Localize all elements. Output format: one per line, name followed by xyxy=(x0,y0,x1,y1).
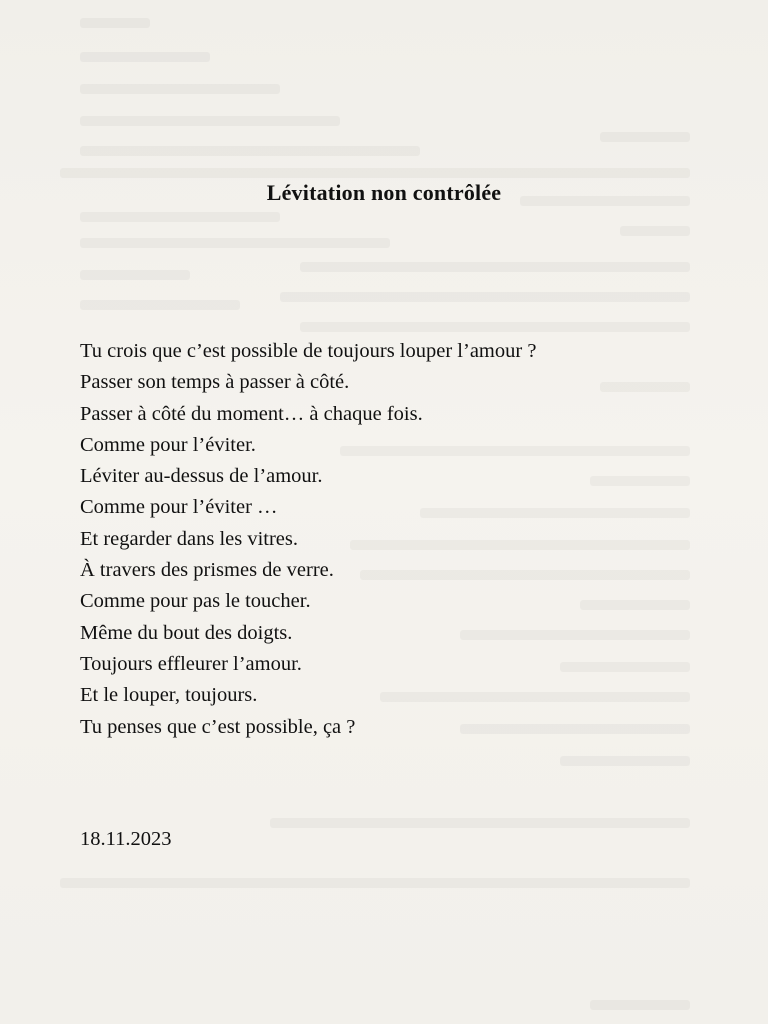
poem-body xyxy=(80,336,536,743)
poem-line: À travers des prismes de verre. xyxy=(80,559,334,582)
poem-date: 18.11.2023 xyxy=(80,828,172,850)
poem-line: Passer à côté du moment… à chaque fois. xyxy=(80,402,423,425)
poem-line: Même du bout des doigts. xyxy=(80,621,293,644)
poem-line: Comme pour pas le toucher. xyxy=(80,590,311,613)
poem-line: Léviter au-dessus de l’amour. xyxy=(80,465,323,488)
poem-line: Comme pour l’éviter … xyxy=(80,496,278,519)
poem-line: Tu penses que c’est possible, ça ? xyxy=(80,715,356,738)
poem-line: Comme pour l’éviter. xyxy=(80,433,256,456)
poem-line: Toujours effleurer l’amour. xyxy=(80,652,302,675)
poem-line: Tu crois que c’est possible de toujours louper l’amour ? xyxy=(80,340,537,362)
poem-line: Et le louper, toujours. xyxy=(80,684,258,707)
poem-line: Et regarder dans les vitres. xyxy=(80,527,299,550)
poem-line: Passer son temps à passer à côté. xyxy=(80,371,350,394)
poem-title: Lévitation non contrôlée xyxy=(266,180,502,205)
